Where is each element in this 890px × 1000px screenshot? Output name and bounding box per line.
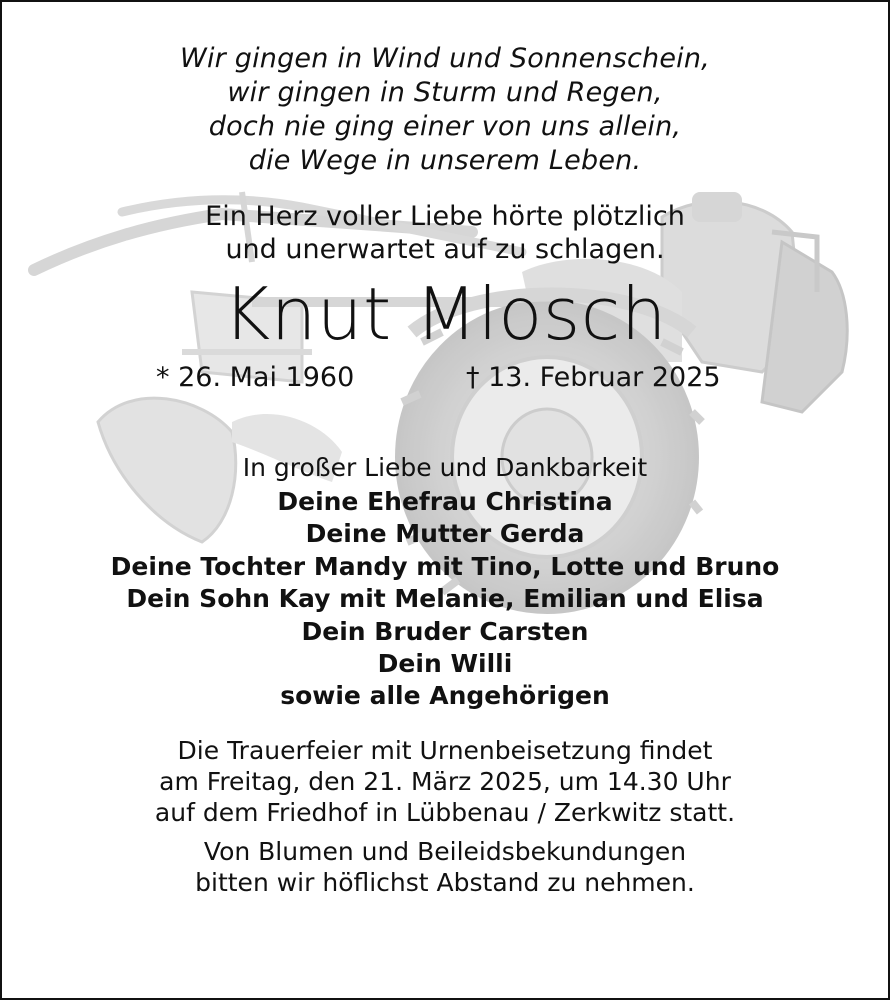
deceased-name: Knut Mlosch [222, 272, 667, 356]
poem-line: die Wege in unserem Leben. [248, 145, 642, 176]
poem-line: doch nie ging einer von uns allein, [208, 111, 682, 142]
funeral-line: Die Trauerfeier mit Urnenbeisetzung findet [177, 735, 713, 765]
funeral-line: auf dem Friedhof in Lübbenau / Zerkwitz statt. [154, 797, 736, 827]
flowers-line: Von Blumen und Beileidsbekundungen [203, 836, 687, 866]
mourner-item: Dein Willi [377, 649, 513, 679]
signoff-text: In großer Liebe und Dankbarkeit [242, 453, 648, 482]
flowers-request [2, 836, 888, 898]
intro-text [2, 200, 888, 266]
mourner-item: Deine Mutter Gerda [305, 519, 585, 549]
mourner-item: Deine Ehefrau Christina [277, 487, 613, 516]
birth-date: * 26. Mai 1960 [156, 362, 355, 393]
memorial-poem [2, 42, 888, 178]
poem-line: Wir gingen in Wind und Sonnenschein, [180, 43, 710, 74]
flowers-line: bitten wir höflichst Abstand zu nehmen. [195, 867, 695, 897]
mourner-item: Dein Sohn Kay mit Melanie, Emilian und Elisa [126, 584, 764, 614]
funeral-details [2, 735, 888, 828]
life-dates [2, 360, 888, 396]
mourner-item: sowie alle Angehörigen [280, 681, 610, 711]
intro-line: Ein Herz voller Liebe hörte plötzlich [205, 201, 685, 232]
mourner-item: Deine Tochter Mandy mit Tino, Lotte und Bruno [110, 551, 780, 581]
intro-line: und unerwartet auf zu schlagen. [225, 234, 665, 265]
mourners-list [2, 486, 888, 713]
notice-content [2, 2, 888, 898]
death-date: † 13. Februar 2025 [466, 362, 721, 393]
mourner-item: Dein Bruder Carsten [301, 616, 589, 646]
funeral-line: am Freitag, den 21. März 2025, um 14.30 Uhr [159, 766, 731, 796]
poem-line: wir gingen in Sturm und Regen, [227, 77, 663, 108]
